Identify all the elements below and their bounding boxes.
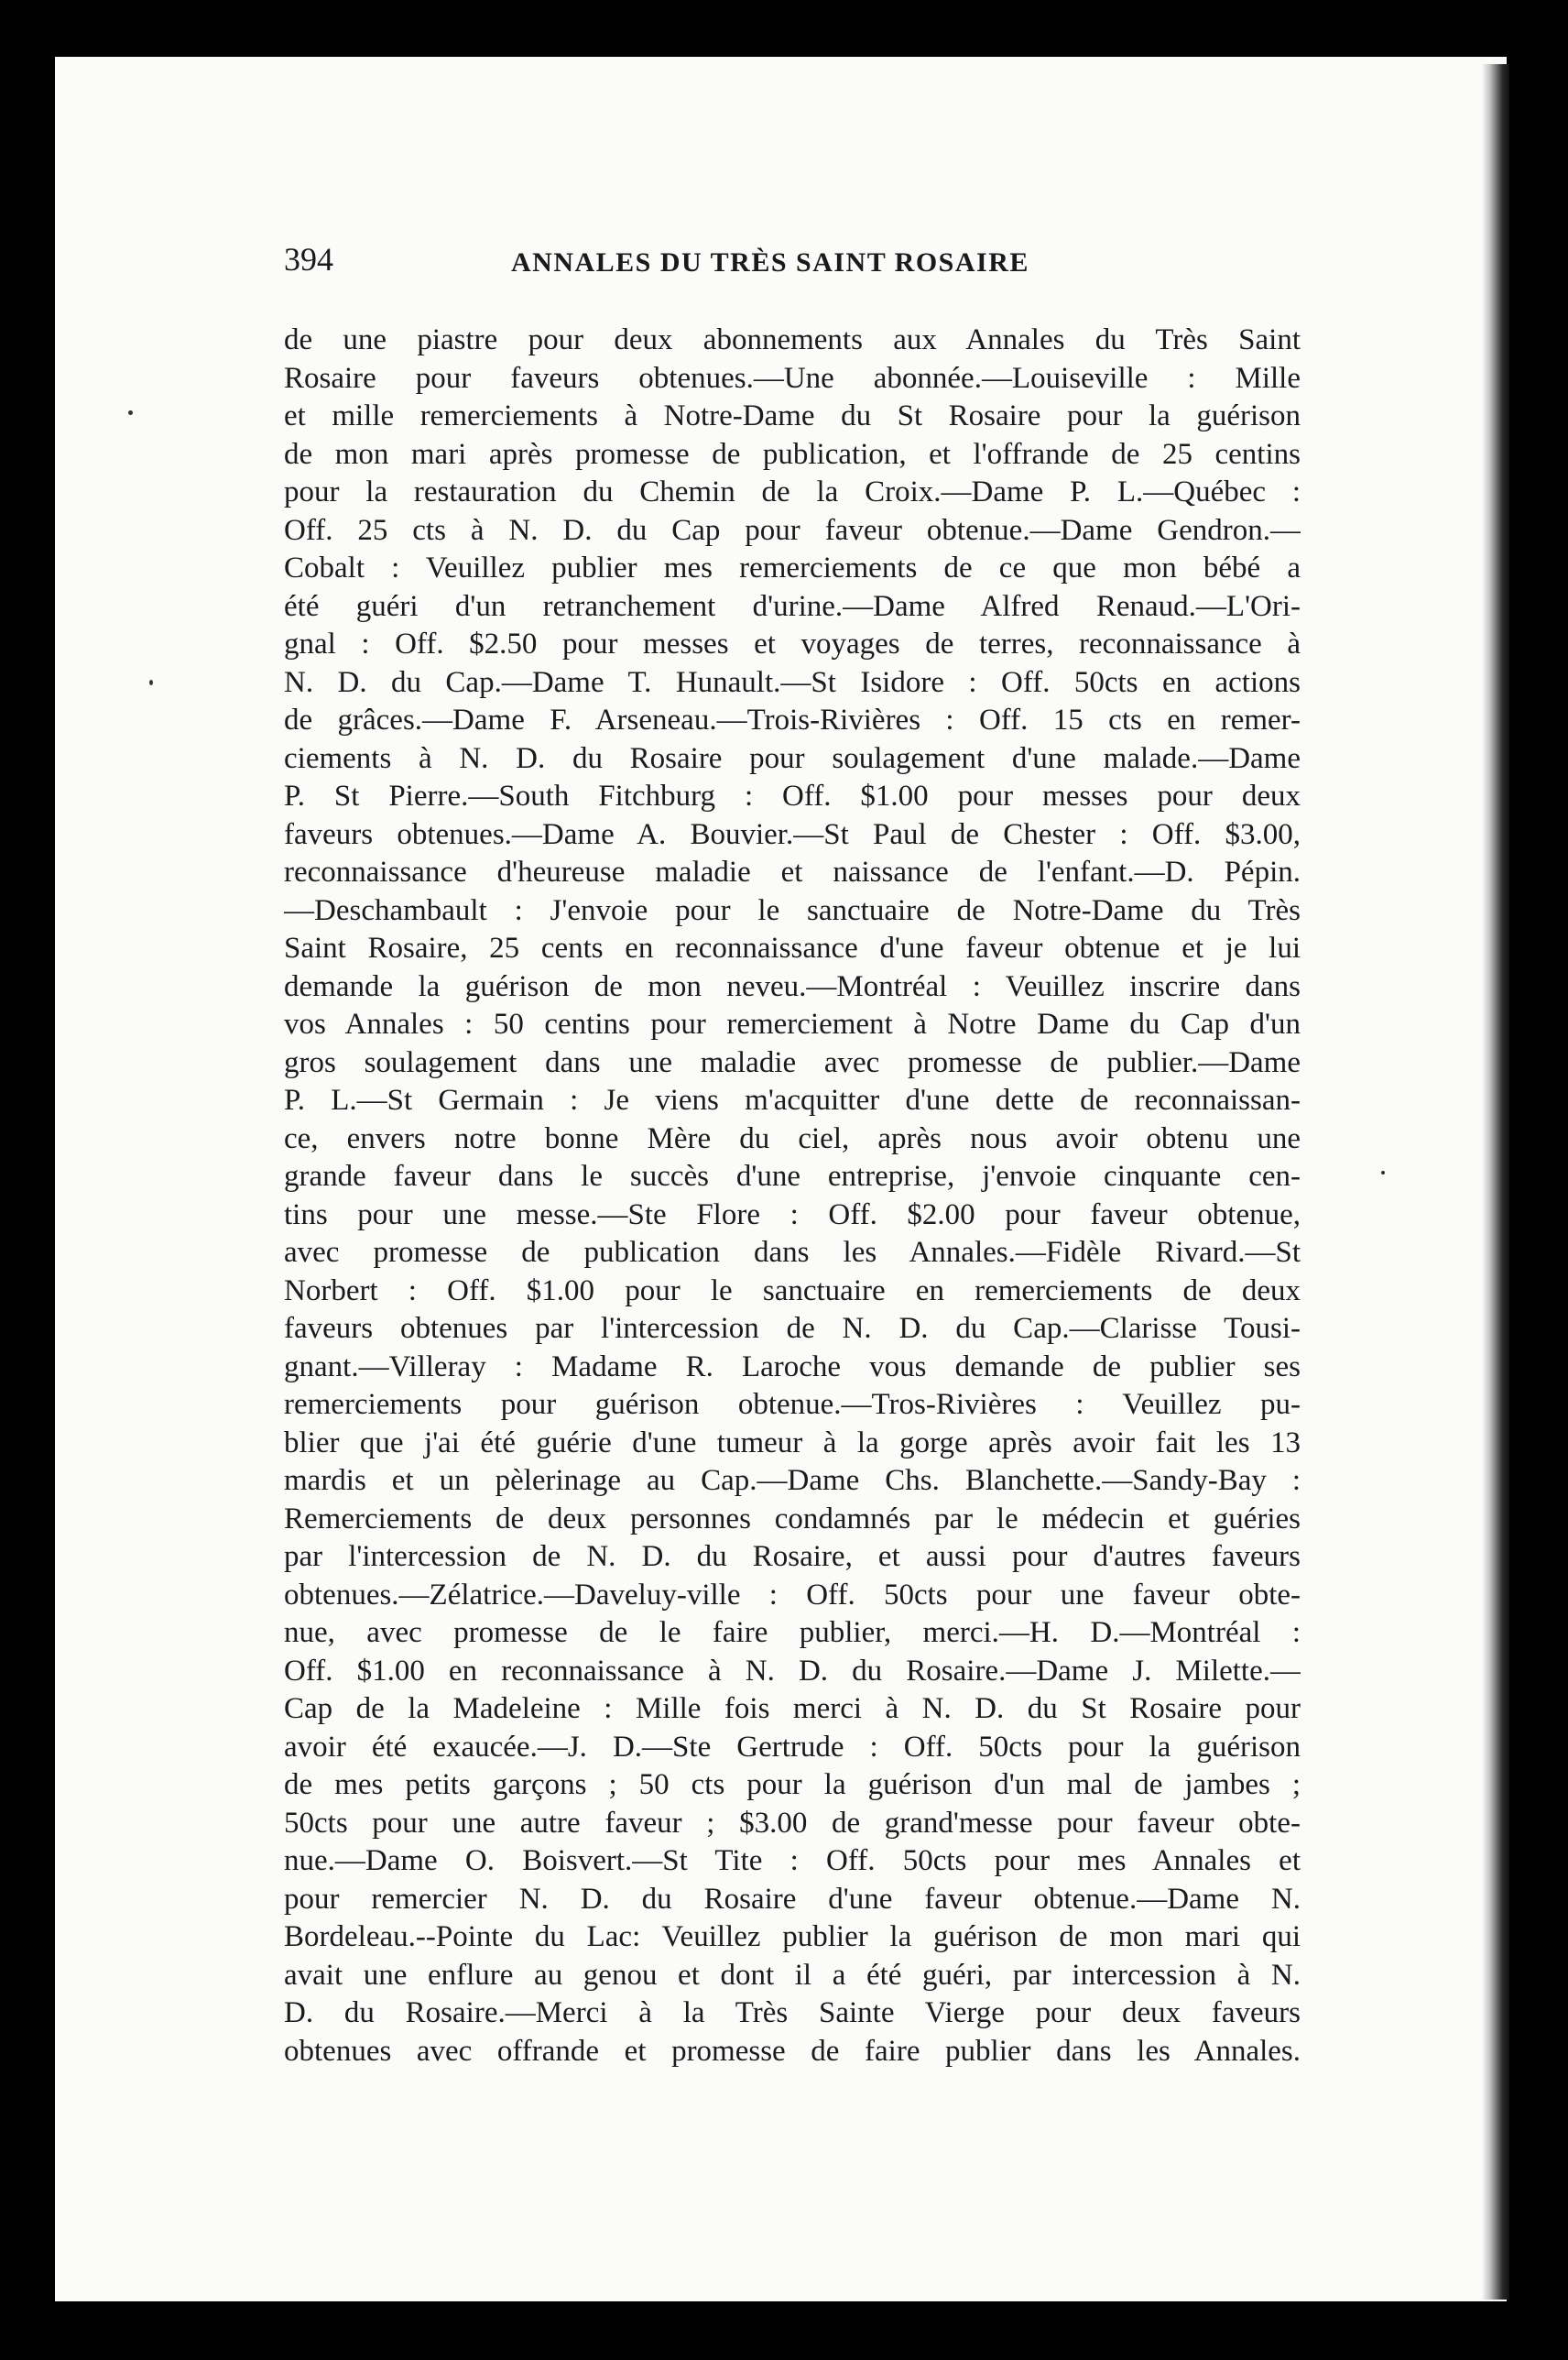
text-line: de une piastre pour deux abonnements aux Annales du Très Saint [284,323,1301,356]
text-line: avec promesse de publication dans les Annales.—Fidèle Rivard.—St [284,1236,1301,1269]
text-line: obtenues avec offrande et promesse de faire publier dans les Annales. [284,2034,1301,2068]
scan-speck [1381,1171,1385,1175]
text-line: vos Annales : 50 centins pour remerciement à Notre Dame du Cap d'un [284,1008,1301,1041]
text-line: et mille remerciements à Notre-Dame du St Rosaire pour la guérison [284,399,1301,432]
text-line: mardis et un pèlerinage au Cap.—Dame Chs. Blanchette.—Sandy-Bay : [284,1464,1301,1497]
body-text [284,322,1301,2070]
text-line: nue.—Dame O. Boisvert.—St Tite : Off. 50cts pour mes Annales et [284,1844,1301,1877]
text-line: P. St Pierre.—South Fitchburg : Off. $1.00 pour messes pour deux [284,780,1301,813]
text-line: été guéri d'un retranchement d'urine.—Dame Alfred Renaud.—L'Ori- [284,589,1301,623]
scan-speck [149,680,153,685]
text-line: 50cts pour une autre faveur ; $3.00 de grand'messe pour faveur obte- [284,1806,1301,1840]
scan-speck [128,410,133,415]
text-line: Cobalt : Veuillez publier mes remerciements de ce que mon bébé a [284,552,1301,585]
text-line: faveurs obtenues.—Dame A. Bouvier.—St Paul de Chester : Off. $3.00, [284,817,1301,851]
text-line: grande faveur dans le succès d'une entreprise, j'envoie cinquante cen- [284,1160,1301,1193]
text-line: de grâces.—Dame F. Arseneau.—Trois-Rivières : Off. 15 cts en remer- [284,704,1301,737]
text-line: ce, envers notre bonne Mère du ciel, après nous avoir obtenu une [284,1121,1301,1155]
text-line: —Deschambault : J'envoie pour le sanctuaire de Notre-Dame du Très [284,893,1301,927]
text-line: nue, avec promesse de le faire publier, merci.—H. D.—Montréal : [284,1616,1301,1649]
text-line: pour remercier N. D. du Rosaire d'une faveur obtenue.—Dame N. [284,1882,1301,1916]
text-line: avait une enflure au genou et dont il a été guéri, par intercession à N. [284,1958,1301,1992]
text-line: Saint Rosaire, 25 cents en reconnaissance d'une faveur obtenue et je lui [284,932,1301,965]
text-line: pour la restauration du Chemin de la Croix.—Dame P. L.—Québec : [284,475,1301,508]
text-line: par l'intercession de N. D. du Rosaire, et aussi pour d'autres faveurs [284,1540,1301,1573]
text-line: faveurs obtenues par l'intercession de N. D. du Cap.—Clarisse Tousi- [284,1312,1301,1345]
text-line: N. D. du Cap.—Dame T. Hunault.—St Isidore : Off. 50cts en actions [284,665,1301,699]
text-line: avoir été exaucée.—J. D.—Ste Gertrude : Off. 50cts pour la guérison [284,1730,1301,1764]
text-line: Rosaire pour faveurs obtenues.—Une abonnée.—Louiseville : Mille [284,361,1301,395]
text-line: Bordeleau.--Pointe du Lac: Veuillez publier la guérison de mon mari qui [284,1920,1301,1953]
page-edge-shadow [1482,64,1509,2300]
text-line: Cap de la Madeleine : Mille fois merci à N. D. du St Rosaire pour [284,1692,1301,1725]
text-line: gnant.—Villeray : Madame R. Laroche vous demande de publier ses [284,1349,1301,1383]
text-line: Remerciements de deux personnes condamnés par le médecin et guéries [284,1502,1301,1535]
page-number: 394 [284,241,333,278]
text-line: remerciements pour guérison obtenue.—Tros-Rivières : Veuillez pu- [284,1388,1301,1421]
text-line: ciements à N. D. du Rosaire pour soulagement d'une malade.—Dame [284,741,1301,775]
text-line: D. du Rosaire.—Merci à la Très Sainte Vierge pour deux faveurs [284,1996,1301,2029]
text-line: P. L.—St Germain : Je viens m'acquitter d'une dette de reconnaissan- [284,1084,1301,1117]
text-line: reconnaissance d'heureuse maladie et naissance de l'enfant.—D. Pépin. [284,856,1301,889]
text-line: gnal : Off. $2.50 pour messes et voyages de terres, reconnaissance à [284,628,1301,661]
text-line: de mes petits garçons ; 50 cts pour la guérison d'un mal de jambes ; [284,1768,1301,1801]
text-line: Norbert : Off. $1.00 pour le sanctuaire en remerciements de deux [284,1273,1301,1307]
text-line: blier que j'ai été guérie d'une tumeur à la gorge après avoir fait les 13 [284,1426,1301,1459]
running-title: ANNALES DU TRÈS SAINT ROSAIRE [511,247,1029,278]
text-line: Off. 25 cts à N. D. du Cap pour faveur obtenue.—Dame Gendron.— [284,513,1301,547]
text-line: obtenues.—Zélatrice.—Daveluy-ville : Off. 50cts pour une faveur obte- [284,1578,1301,1612]
text-line: demande la guérison de mon neveu.—Montréal : Veuillez inscrire dans [284,969,1301,1003]
text-line: tins pour une messe.—Ste Flore : Off. $2.00 pour faveur obtenue, [284,1197,1301,1231]
text-line: Off. $1.00 en reconnaissance à N. D. du Rosaire.—Dame J. Milette.— [284,1654,1301,1688]
text-line: gros soulagement dans une maladie avec promesse de publier.—Dame [284,1045,1301,1079]
text-line: de mon mari après promesse de publication, et l'offrande de 25 centins [284,437,1301,471]
page-header [284,236,1319,282]
